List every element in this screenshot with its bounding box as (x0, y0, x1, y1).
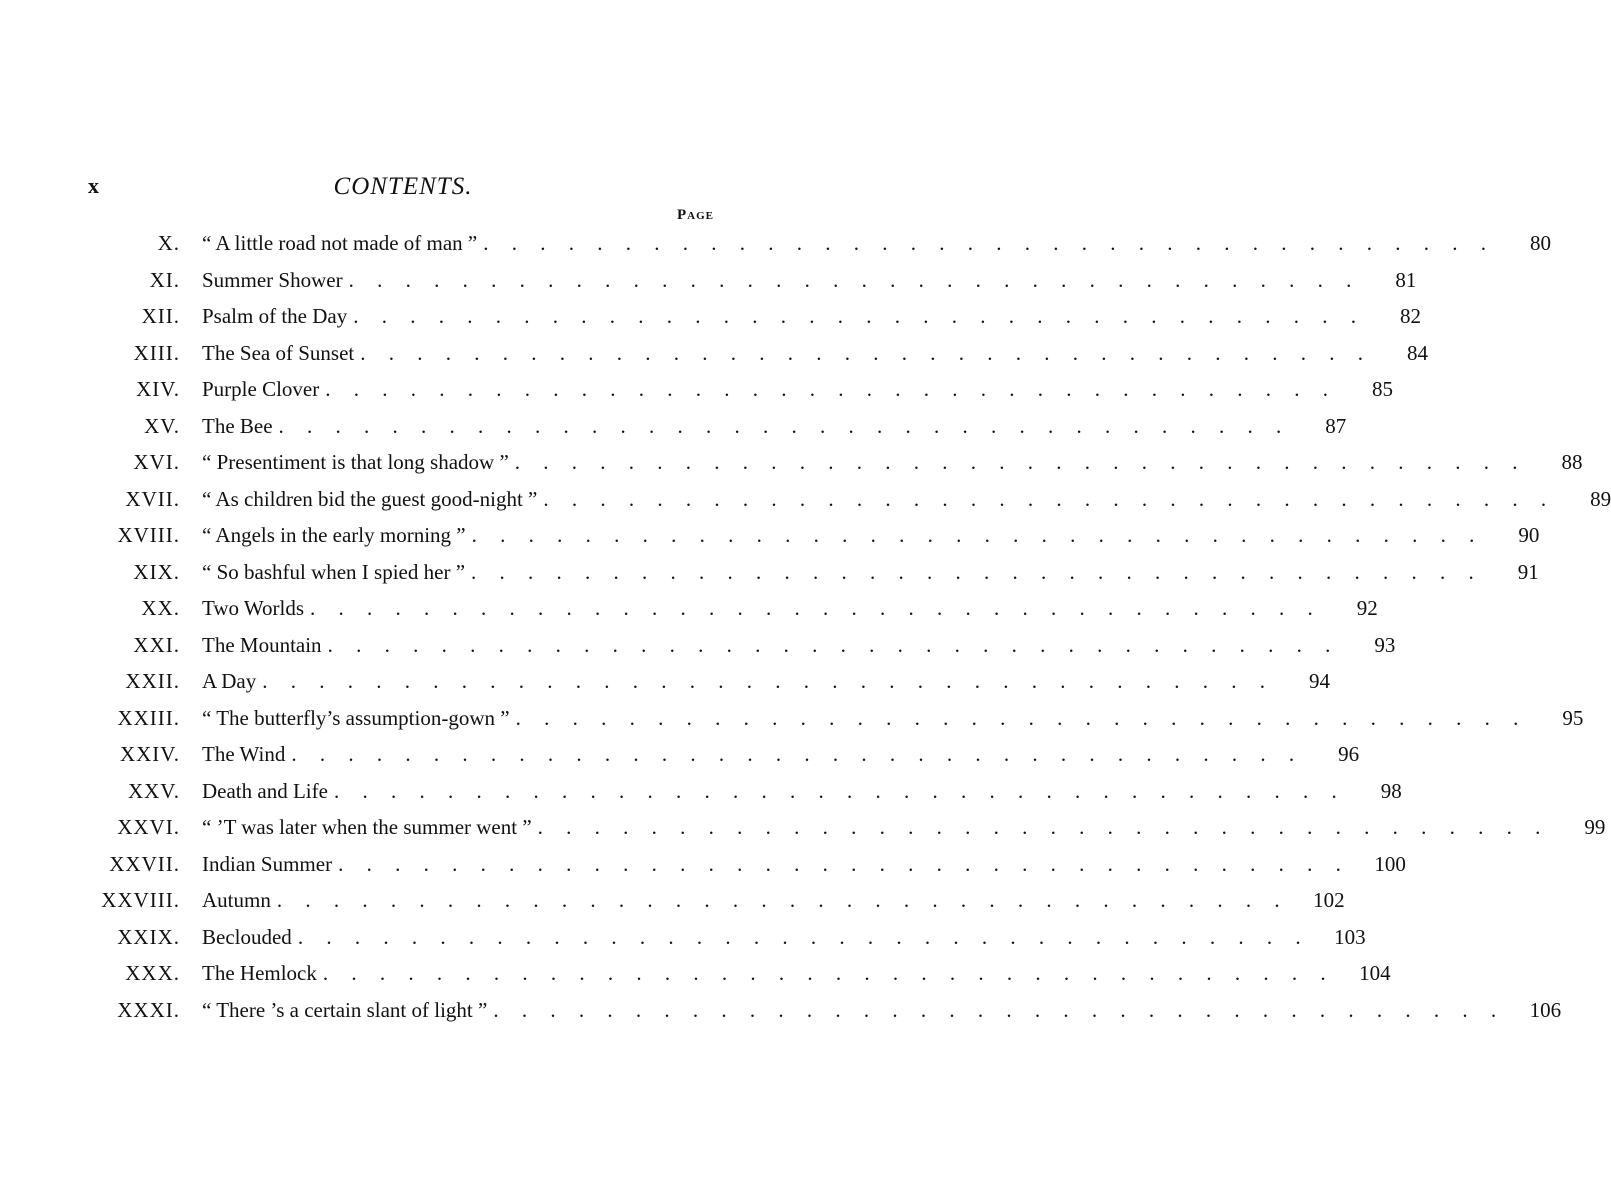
toc-page-number: 88 (1561, 450, 1583, 474)
toc-numeral: XXV. (127, 778, 180, 803)
toc-numeral: XV. (144, 413, 180, 438)
toc-numeral: X. (157, 231, 180, 255)
toc-page-number: 91 (1517, 559, 1539, 584)
toc-title: The Sea of Sunset (202, 340, 355, 365)
dot-leader: . . . . . . . . . . . . . . . . . . . . . . . . . . . . . . . . . . . . (297, 924, 1310, 949)
toc-page-number: 100 (1374, 851, 1406, 876)
dot-leader: . . . . . . . . . . . . . . . . . . . . . . . . . . . . . . . . . . . . (333, 778, 1346, 803)
toc-page-number: 82 (1399, 304, 1421, 328)
toc-title: “ So bashful when I spied her ” (202, 559, 466, 584)
dot-leader: . . . . . . . . . . . . . . . . . . . . . . . . . . . . . . . . . . . . (276, 888, 1289, 912)
dot-leader: . . . . . . . . . . . . . . . . . . . . . . . . . . . . . . . . . . . . (360, 340, 1372, 365)
dot-leader: . . . . . . . . . . . . . . . . . . . . . . . . . . . . . . . . . . . . (353, 304, 1365, 328)
toc-numeral: XXIV. (119, 742, 180, 766)
toc-title: “ Angels in the early morning ” (202, 523, 466, 547)
dot-leader: . . . . . . . . . . . . . . . . . . . . . . . . . . . . . . . . . . . . (338, 851, 1350, 876)
dot-leader: . . . . . . . . . . . . . . . . . . . . . . . . . . . . . . . . . . . . (471, 523, 1484, 547)
toc-entry-xviii (80, 517, 1540, 554)
toc-entry-xxviii (80, 882, 1345, 919)
toc-entry-xxv (80, 773, 1402, 810)
toc-entry-xx (80, 590, 1378, 627)
toc-title: “ Presentiment is that long shadow ” (202, 450, 509, 474)
toc-page-number: 104 (1359, 961, 1391, 985)
toc-numeral: XXVII. (109, 851, 180, 876)
toc-entry-xvii (80, 481, 1611, 518)
toc-entry-xix (80, 554, 1539, 591)
toc-entry-xxxi (80, 992, 1562, 1029)
toc-title: “ There ’s a certain slant of light ” (202, 997, 488, 1022)
toc-page-number: 93 (1374, 632, 1396, 657)
toc-title: “ ’T was later when the summer went ” (202, 815, 532, 839)
toc-page-number: 81 (1395, 267, 1417, 292)
toc-entry-xiv (80, 371, 1393, 408)
dot-leader: . . . . . . . . . . . . . . . . . . . . . . . . . . . . . . . . . . . . (515, 705, 1528, 730)
dot-leader: . . . . . . . . . . . . . . . . . . . . . . . . . . . . . . . . . . . . (310, 596, 1322, 620)
toc-numeral: XXVIII. (101, 888, 180, 912)
dot-leader: . . . . . . . . . . . . . . . . . . . . . . . . . . . . . . . . . . . . (537, 815, 1550, 839)
toc-title: Psalm of the Day (202, 304, 348, 328)
dot-leader: . . . . . . . . . . . . . . . . . . . . . . . . . . . . . . . . . . . . (483, 231, 1496, 255)
page-column-label: Page (677, 207, 714, 223)
toc-title: Two Worlds (202, 596, 305, 620)
toc-numeral: XIII. (133, 340, 180, 365)
table-of-contents (80, 225, 1611, 1028)
dot-leader: . . . . . . . . . . . . . . . . . . . . . . . . . . . . . . . . . . . . (471, 559, 1483, 584)
toc-entry-xi (80, 262, 1417, 299)
toc-page-number: 92 (1356, 596, 1378, 620)
toc-page-number: 95 (1562, 705, 1584, 730)
toc-numeral: XVII. (125, 486, 180, 511)
toc-title: “ The butterfly’s assumption-gown ” (202, 705, 510, 730)
toc-numeral: XX. (141, 596, 180, 620)
toc-title: The Hemlock (202, 961, 317, 985)
toc-numeral: XXI. (133, 632, 180, 657)
toc-entry-xiii (80, 335, 1428, 372)
toc-entry-xv (80, 408, 1347, 445)
toc-page-number: 103 (1334, 924, 1366, 949)
toc-page-number: 99 (1584, 815, 1606, 839)
dot-leader: . . . . . . . . . . . . . . . . . . . . . . . . . . . . . . . . . . . . (262, 669, 1274, 693)
toc-page-number: 98 (1380, 778, 1402, 803)
toc-numeral: XXII. (125, 669, 180, 693)
dot-leader: . . . . . . . . . . . . . . . . . . . . . . . . . . . . . . . . . . . . (543, 486, 1556, 511)
toc-entry-xxiii (80, 700, 1584, 737)
toc-page-number: 106 (1529, 997, 1562, 1022)
toc-entry-xxix (80, 919, 1366, 956)
toc-entry-xii (80, 298, 1421, 335)
dot-leader: . . . . . . . . . . . . . . . . . . . . . . . . . . . . . . . . . . . . (325, 377, 1337, 401)
toc-page-number: 89 (1590, 486, 1611, 511)
toc-page-number: 85 (1371, 377, 1393, 401)
toc-numeral: XXIX. (117, 924, 180, 949)
toc-entry-xxii (80, 663, 1330, 700)
toc-numeral: XII. (141, 304, 180, 328)
toc-page-number: 90 (1518, 523, 1540, 547)
toc-page-number: 80 (1530, 231, 1552, 255)
toc-numeral: XXX. (125, 961, 180, 985)
dot-leader: . . . . . . . . . . . . . . . . . . . . . . . . . . . . . . . . . . . . (278, 413, 1291, 438)
toc-entry-xvi (80, 444, 1583, 481)
toc-title: Autumn (202, 888, 271, 912)
toc-title: Beclouded (202, 924, 292, 949)
toc-entry-xxi (80, 627, 1396, 664)
toc-numeral: XXVI. (117, 815, 180, 839)
toc-page-number: 96 (1338, 742, 1360, 766)
toc-title: “ As children bid the guest good-night ” (202, 486, 538, 511)
toc-entry-xxvi (80, 809, 1606, 846)
toc-entry-x (80, 225, 1552, 262)
toc-entry-xxvii (80, 846, 1406, 883)
dot-leader: . . . . . . . . . . . . . . . . . . . . . . . . . . . . . . . . . . . . (493, 997, 1506, 1022)
toc-title: “ A little road not made of man ” (202, 231, 478, 255)
running-head: CONTENTS. (333, 173, 473, 200)
toc-numeral: XVI. (133, 450, 180, 474)
toc-title: The Bee (202, 413, 273, 438)
toc-title: A Day (202, 669, 257, 693)
toc-numeral: XIX. (133, 559, 180, 584)
dot-leader: . . . . . . . . . . . . . . . . . . . . . . . . . . . . . . . . . . . . (322, 961, 1335, 985)
toc-page-number: 102 (1313, 888, 1345, 912)
toc-numeral: XXIII. (117, 705, 180, 730)
toc-numeral: XVIII. (117, 523, 180, 547)
dot-leader: . . . . . . . . . . . . . . . . . . . . . . . . . . . . . . . . . . . . (348, 267, 1361, 292)
toc-page-number: 84 (1406, 340, 1428, 365)
toc-entry-xxiv (80, 736, 1360, 773)
toc-title: The Wind (202, 742, 286, 766)
toc-entry-xxx (80, 955, 1391, 992)
toc-title: The Mountain (202, 632, 322, 657)
toc-page-number: 87 (1325, 413, 1347, 438)
toc-title: Summer Shower (202, 267, 343, 292)
dot-leader: . . . . . . . . . . . . . . . . . . . . . . . . . . . . . . . . . . . . (291, 742, 1304, 766)
toc-numeral: XI. (149, 267, 180, 292)
toc-page-number: 94 (1309, 669, 1330, 693)
toc-numeral: XXXI. (117, 997, 180, 1022)
toc-title: Indian Summer (202, 851, 333, 876)
dot-leader: . . . . . . . . . . . . . . . . . . . . . . . . . . . . . . . . . . . . (514, 450, 1527, 474)
toc-title: Purple Clover (202, 377, 320, 401)
dot-leader: . . . . . . . . . . . . . . . . . . . . . . . . . . . . . . . . . . . . (327, 632, 1340, 657)
folio: x (88, 173, 99, 198)
toc-numeral: XIV. (136, 377, 180, 401)
toc-title: Death and Life (202, 778, 328, 803)
